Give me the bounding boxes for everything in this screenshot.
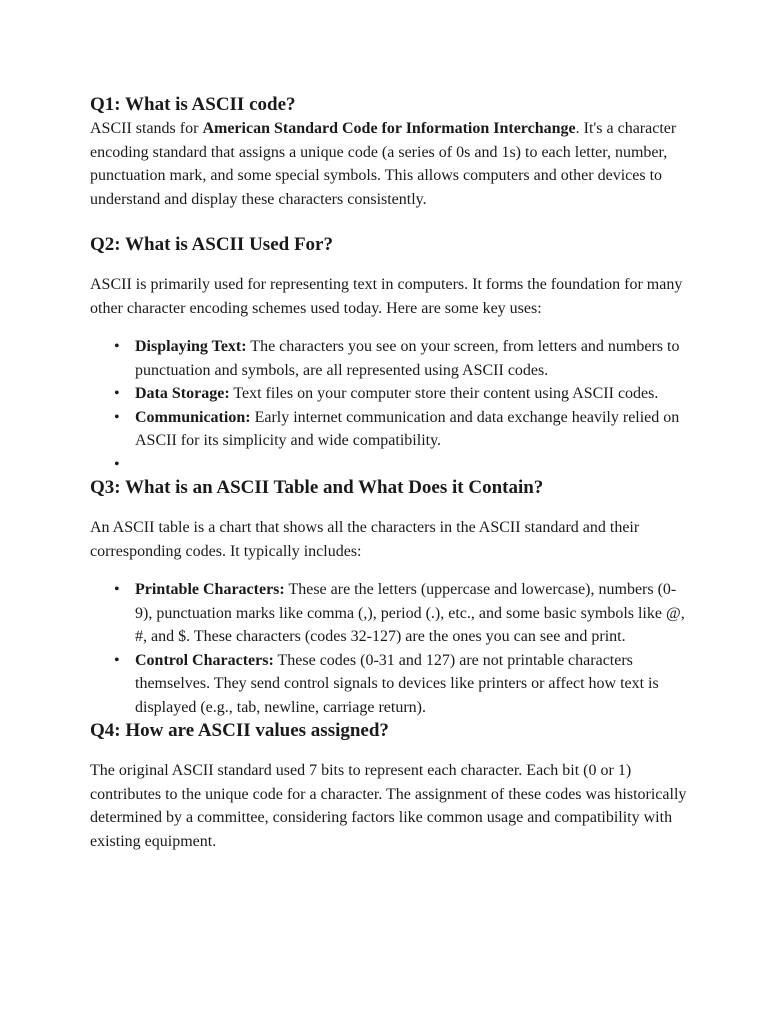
- q2-heading: Q2: What is ASCII Used For?: [90, 234, 333, 255]
- q1-paragraph: [90, 117, 690, 211]
- list-item-text: Text files on your computer store their content using ASCII codes.: [229, 385, 659, 402]
- q1-intro-text: ASCII stands for: [90, 120, 203, 137]
- q2-bullet-list: [90, 335, 690, 476]
- list-item-text: Early internet communication and data exchange heavily relied on ASCII for its simplicity and wide compatibility.: [135, 408, 680, 449]
- bullet-icon: •: [114, 385, 120, 402]
- list-item: [114, 382, 690, 406]
- list-item-term: Printable Characters:: [135, 581, 285, 598]
- q1-rest-text: . It's a character encoding standard that assigns a unique code (a series of 0s and 1s) to each letter, number, punctuation mark, and some special symbols. This allows computers and other devices to understand and display these characters consistently.: [90, 120, 677, 208]
- document-page: [90, 93, 690, 853]
- list-item-term: Data Storage:: [135, 385, 230, 402]
- bullet-icon: •: [114, 581, 120, 598]
- q2-paragraph: ASCII is primarily used for representing text in computers. It forms the foundation for many other character encoding schemes used today. Here are some key uses:: [90, 276, 683, 317]
- q3-bullet-list: [90, 578, 690, 719]
- list-item-term: Displaying Text:: [135, 338, 247, 355]
- q1-bold-term: American Standard Code for Information Interchange: [202, 120, 576, 137]
- bullet-icon: •: [114, 455, 120, 473]
- q3-paragraph: An ASCII table is a chart that shows all the characters in the ASCII standard and their corresponding codes. It typically includes:: [90, 519, 640, 560]
- list-item: [114, 649, 690, 720]
- list-item: [114, 335, 690, 382]
- list-item-text: These are the letters (uppercase and lowercase), numbers (0-9), punctuation marks like comma (,), period (.), etc., and some basic symbols like @, #, and $. These characters (codes 32-127) are the ones you can see and print.: [135, 581, 685, 645]
- list-item-text: These codes (0-31 and 127) are not printable characters themselves. They send control signals to devices like printers or affect how text is displayed (e.g., tab, newline, carriage return).: [135, 651, 659, 716]
- q4-heading: Q4: How are ASCII values assigned?: [90, 720, 389, 741]
- list-item-empty: [114, 453, 690, 477]
- bullet-icon: •: [114, 408, 120, 426]
- list-item-term: Communication:: [135, 408, 251, 426]
- list-item: [114, 406, 690, 453]
- q3-heading: Q3: What is an ASCII Table and What Does it Contain?: [90, 477, 544, 498]
- list-item-term: Control Characters:: [135, 651, 274, 669]
- bullet-icon: •: [114, 651, 120, 669]
- list-item: [114, 578, 690, 649]
- q4-paragraph: The original ASCII standard used 7 bits to represent each character. Each bit (0 or 1) contributes to the unique code for a character. The assignment of these codes was historically determined by a committee, considering factors like common usage and compatibility with existing equipment.: [90, 762, 687, 850]
- q1-heading: Q1: What is ASCII code?: [90, 94, 296, 115]
- list-item-text: The characters you see on your screen, from letters and numbers to punctuation and symbols, are all represented using ASCII codes.: [135, 338, 680, 379]
- bullet-icon: •: [114, 338, 120, 355]
